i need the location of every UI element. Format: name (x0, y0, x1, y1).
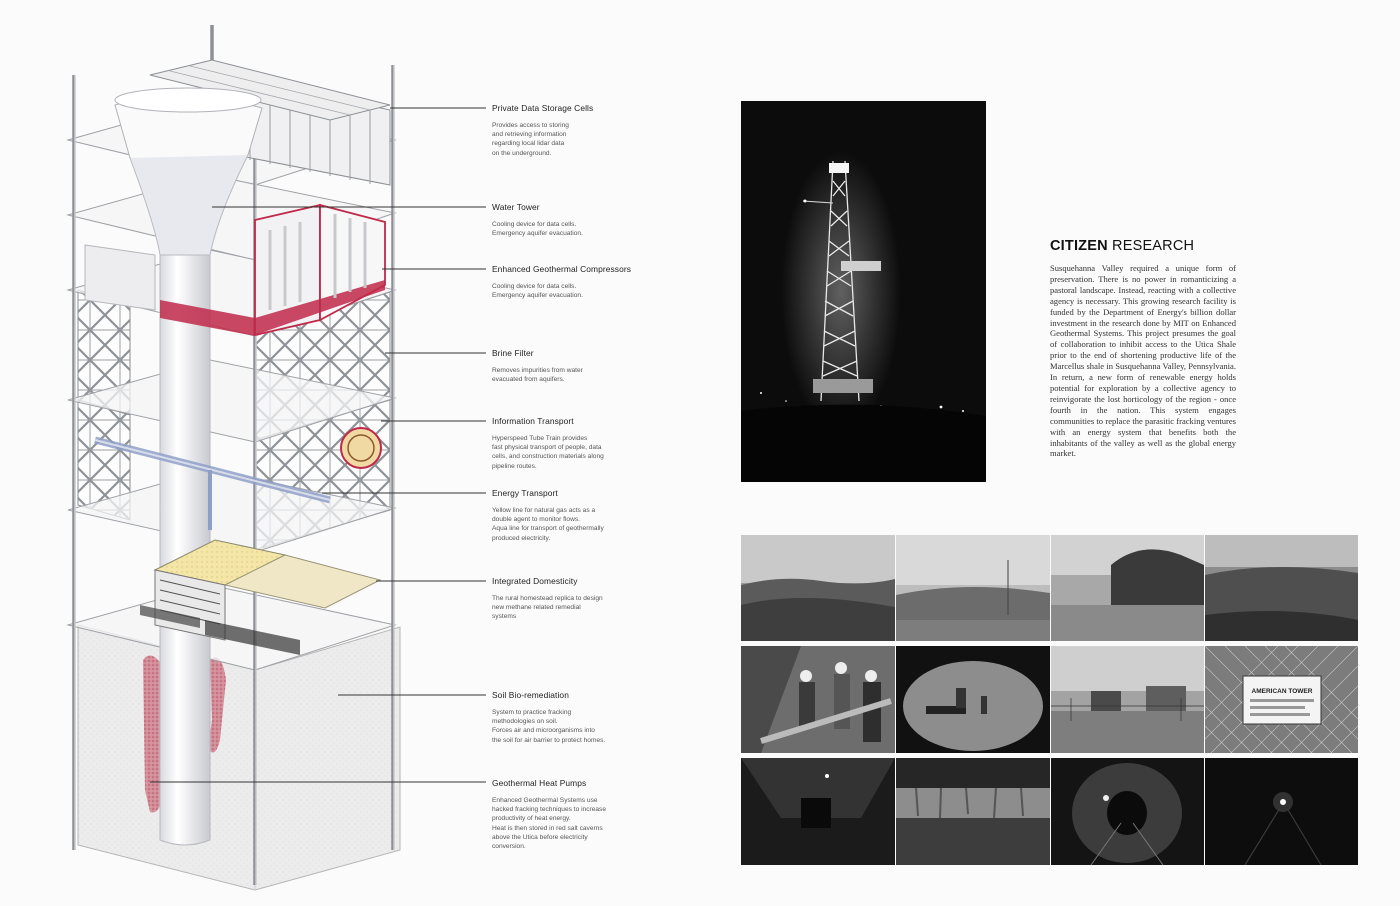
callout-description: Cooling device for data cells. Emergency aquifer evacuation. (492, 221, 583, 238)
photo-mine-tunnel-3 (1051, 758, 1204, 865)
sign-text: AMERICAN TOWER (1251, 688, 1313, 695)
research-body: Susquehanna Valley required a unique form of preservation. There is no power in romanticizing a pastoral landscape. Instead, reacting with a collective agency is necessary. This growing research facility is funded by the Department of Energy's billion dollar investment in the research done by MIT on Enhanced Geothermal Systems. This project presumes the goal of collaboration to inhibit access to the Utica Shale prior to the end of shortening productive life of the Marcellus shale in Susquehanna Valley, Pennsylvania. In return, a new form of renewable energy holds potential for exploration by a collective agency to reinvigorate the lost horticology of the region - once fourth in the nation. This system engages communities to replace the parasitic fracking ventures with an energy system that benefits both the inhabitants of the valley as well as the global energy market. (1050, 263, 1236, 459)
callout-brine-filter (492, 348, 642, 384)
callout-private-data-storage-cells (492, 103, 642, 158)
callout-title: Information Transport (492, 416, 574, 426)
photo-grid (741, 535, 1358, 865)
callout-title: Integrated Domesticity (492, 576, 578, 586)
photo-valley-landscape-2 (896, 535, 1050, 641)
callout-title: Energy Transport (492, 488, 558, 498)
callout-description: System to practice fracking methodologies on soil. Forces air and microorganisms into the soil for air barrier to protect homes. (492, 709, 606, 744)
callout-description: The rural homestead replica to design new methane related remedial systems (492, 595, 603, 621)
callout-description: Removes impurities from water evacuated from aquifers. (492, 367, 583, 384)
photo-mine-tunnel-4 (1205, 758, 1358, 865)
photo-valley-landscape-1 (741, 535, 895, 641)
callout-title: Water Tower (492, 202, 540, 212)
photo-mine-tunnel-1 (741, 758, 895, 865)
callout-energy-transport (492, 488, 642, 543)
callout-integrated-domesticity (492, 576, 642, 622)
photo-valley-landscape-4 (1205, 535, 1358, 641)
photo-fence-sign (1205, 646, 1358, 753)
section-title (1050, 238, 1236, 254)
callout-title: Soil Bio-remediation (492, 690, 569, 700)
callout-water-tower (492, 202, 642, 238)
title-rest: RESEARCH (1107, 238, 1195, 254)
callout-enhanced-geothermal-compressors (492, 264, 662, 300)
citizen-research-block (1050, 238, 1236, 459)
callout-information-transport (492, 416, 642, 471)
photo-salt-cavern-2 (896, 758, 1050, 865)
callout-title: Geothermal Heat Pumps (492, 778, 587, 788)
photo-pipeline-workers (741, 646, 895, 753)
callout-title: Brine Filter (492, 348, 534, 358)
photo-valley-landscape-3 (1051, 535, 1204, 641)
callout-soil-bio-remediation (492, 690, 642, 745)
callout-description: Enhanced Geothermal Systems use hacked fracking techniques to increase productivity of heat energy. Heat is then stored in red salt caverns above the Utica before electricity conversion. (492, 797, 606, 851)
title-bold: CITIZEN (1050, 238, 1108, 254)
callout-geothermal-heat-pumps (492, 778, 642, 851)
callout-title: Enhanced Geothermal Compressors (492, 264, 632, 274)
callout-description: Hyperspeed Tube Train provides fast physical transport of people, data cells, and construction materials along pipeline routes. (492, 435, 604, 470)
callout-description: Cooling device for data cells. Emergency aquifer evacuation. (492, 283, 583, 300)
photo-compressor-station (1051, 646, 1204, 753)
salt-cavern (143, 655, 162, 812)
photo-well-pad (896, 646, 1050, 753)
drilling-rig-night-photo (741, 101, 986, 482)
callout-title: Private Data Storage Cells (492, 103, 594, 113)
callout-description: Yellow line for natural gas acts as a double agent to monitor flows. Aqua line for transport of geothermally produced electricity. (492, 507, 604, 542)
callout-description: Provides access to storing and retrieving information regarding local lidar data on the underground. (492, 122, 569, 157)
